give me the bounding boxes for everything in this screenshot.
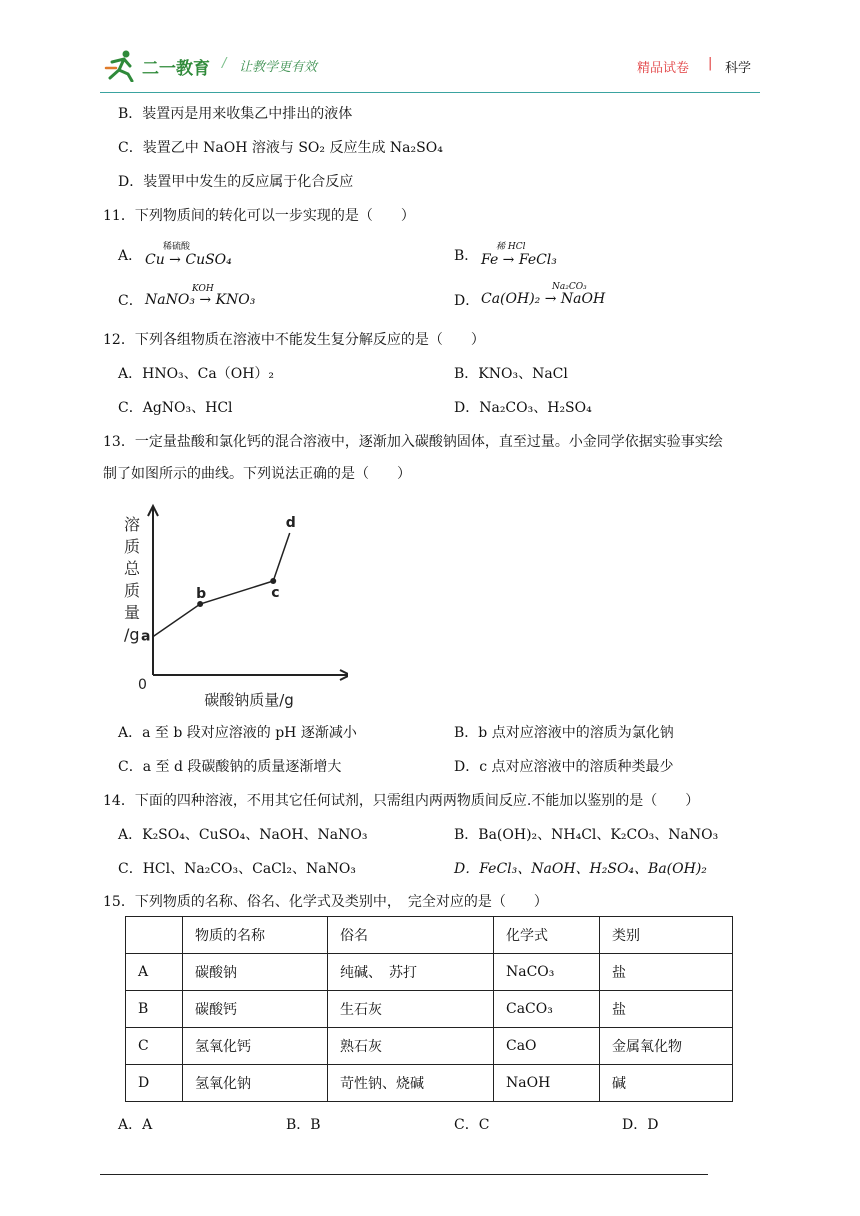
q11-d-condition: Na₂CO₃: [552, 282, 587, 292]
header-slogan: 让教学更有效: [239, 60, 318, 75]
q14-option-d: D．FeCl₃、NaOH、H₂SO₄、Ba(OH)₂: [454, 861, 707, 877]
q14-option-b: B．Ba(OH)₂、NH₄Cl、K₂CO₃、NaNO₃: [454, 827, 719, 843]
table-cell: 熟石灰: [328, 1028, 494, 1065]
table-header-cell: [126, 917, 183, 954]
q15-option-a: A．A: [118, 1117, 153, 1133]
y-axis-label-char: 溶: [124, 515, 141, 534]
table-cell: 盐: [600, 991, 733, 1028]
table-header-row: [126, 917, 733, 954]
table-cell: NaCO₃: [494, 954, 600, 991]
table-row: [126, 1065, 733, 1102]
q11-b-label: B．: [454, 248, 479, 264]
q14-option-a: A．K₂SO₄、CuSO₄、NaOH、NaNO₃: [118, 827, 368, 843]
table-cell: B: [126, 991, 183, 1028]
q13-option-d: D．c 点对应溶液中的溶质种类最少: [454, 759, 674, 775]
q11-a-label: A．: [118, 248, 143, 264]
q11-a-expression: Cu → CuSO₄: [145, 252, 232, 268]
q15-option-b: B．B: [286, 1117, 321, 1133]
header-bar: |: [708, 56, 713, 71]
q13-option-a: A．a 至 b 段对应溶液的 pH 逐渐减小: [118, 725, 357, 741]
table-header-cell: 化学式: [494, 917, 600, 954]
point-label-c: c: [271, 584, 280, 601]
table-cell: 生石灰: [328, 991, 494, 1028]
table-cell: 盐: [600, 954, 733, 991]
q11-b-condition: 稀 HCl: [496, 242, 526, 252]
q10-option-d: D．装置甲中发生的反应属于化合反应: [118, 174, 354, 190]
table-cell: CaCO₃: [494, 991, 600, 1028]
origin-label: 0: [138, 677, 147, 693]
header-tag: 精品试卷: [637, 61, 690, 76]
table-cell: 纯碱、 苏打: [328, 954, 494, 991]
q15-table: [125, 916, 733, 1102]
data-point-c: [270, 578, 276, 584]
q12-option-a: A．HNO₃、Ca（OH）₂: [118, 366, 275, 382]
q11-b-expression: Fe → FeCl₃: [481, 252, 557, 268]
q15-option-c: C．C: [454, 1117, 490, 1133]
q11-c-condition: KOH: [192, 284, 214, 294]
brand-logo: [104, 48, 234, 82]
q12-option-d: D．Na₂CO₃、H₂SO₄: [454, 400, 592, 416]
data-line: [153, 533, 290, 637]
solute-mass-chart: [118, 500, 348, 715]
q13-stem-line1: 13．一定量盐酸和氯化钙的混合溶液中，逐渐加入碳酸钠固体，直至过量。小金同学依据实验事实绘: [103, 434, 723, 450]
brand-name: 二一教育: [142, 59, 210, 79]
table-cell: 金属氧化物: [600, 1028, 733, 1065]
q11-stem: 11．下列物质间的转化可以一步实现的是（ ）: [103, 208, 415, 224]
table-row: [126, 954, 733, 991]
q14-stem: 14．下面的四种溶液，不用其它任何试剂，只需组内两两物质间反应.不能加以鉴别的是（ ）: [103, 793, 700, 809]
q13-option-c: C．a 至 d 段碳酸钠的质量逐渐增大: [118, 759, 342, 775]
table-row: [126, 1028, 733, 1065]
y-axis-label-char: 量: [124, 603, 141, 622]
q11-c-expression: NaNO₃ → KNO₃: [145, 292, 256, 308]
table-cell: 氢氧化钙: [183, 1028, 328, 1065]
y-axis-label-char: /g: [124, 625, 140, 644]
q13-option-b: B．b 点对应溶液中的溶质为氯化钠: [454, 725, 674, 741]
q15-stem: 15．下列物质的名称、俗名、化学式及类别中， 完全对应的是（ ）: [103, 894, 548, 910]
q11-a-condition: 稀硫酸: [163, 242, 191, 252]
header-divider: /: [222, 56, 227, 71]
table-cell: 碳酸钠: [183, 954, 328, 991]
runner-logo-icon: [104, 48, 138, 82]
q12-stem: 12．下列各组物质在溶液中不能发生复分解反应的是（ ）: [103, 332, 485, 348]
y-axis-label-char: 质: [124, 581, 141, 600]
point-label-d: d: [285, 515, 296, 532]
q11-d-label: D．: [454, 293, 480, 309]
table-cell: C: [126, 1028, 183, 1065]
q10-option-b: B．装置丙是用来收集乙中排出的液体: [118, 106, 353, 122]
footer-rule: [100, 1174, 708, 1175]
q10-option-c: C．装置乙中 NaOH 溶液与 SO₂ 反应生成 Na₂SO₄: [118, 140, 443, 156]
table-cell: A: [126, 954, 183, 991]
point-label-b: b: [196, 586, 207, 603]
table-cell: D: [126, 1065, 183, 1102]
x-axis-label: 碳酸钠质量/g: [204, 691, 294, 709]
point-label-a: a: [141, 628, 151, 645]
header-rule: [100, 92, 760, 93]
table-cell: 苛性钠、烧碱: [328, 1065, 494, 1102]
table-cell: 碱: [600, 1065, 733, 1102]
q13-stem-line2: 制了如图所示的曲线。下列说法正确的是（ ）: [103, 466, 411, 482]
q12-option-c: C．AgNO₃、HCl: [118, 400, 233, 416]
q12-option-b: B．KNO₃、NaCl: [454, 366, 568, 382]
table-cell: 氢氧化钠: [183, 1065, 328, 1102]
q14-option-c: C．HCl、Na₂CO₃、CaCl₂、NaNO₃: [118, 861, 356, 877]
q11-c-label: C．: [118, 293, 143, 309]
table-row: [126, 991, 733, 1028]
q11-d-expression: Ca(OH)₂ → NaOH: [481, 291, 606, 307]
table-header-cell: 俗名: [328, 917, 494, 954]
y-axis-label-char: 质: [124, 537, 141, 556]
table-header-cell: 物质的名称: [183, 917, 328, 954]
table-cell: 碳酸钙: [183, 991, 328, 1028]
y-axis-label-char: 总: [124, 559, 141, 578]
q15-option-d: D．D: [622, 1117, 659, 1133]
table-cell: NaOH: [494, 1065, 600, 1102]
table-header-cell: 类别: [600, 917, 733, 954]
header-subject: 科学: [725, 61, 752, 76]
table-cell: CaO: [494, 1028, 600, 1065]
